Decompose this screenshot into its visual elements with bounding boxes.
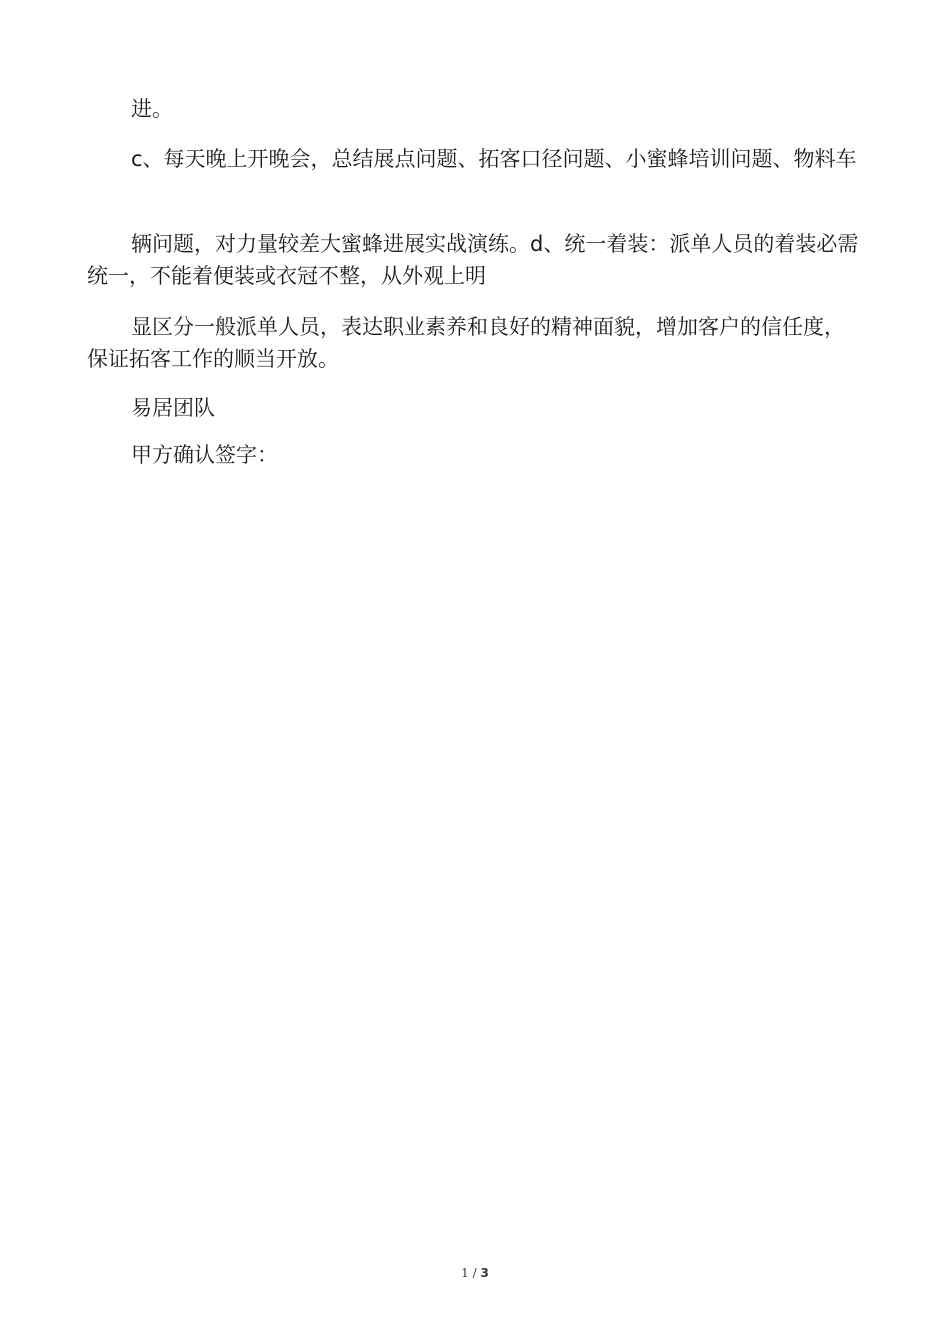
paragraph-continuation: 进。 — [131, 97, 173, 121]
paragraph-professional-image: 显区分一般派单人员，表达职业素养和良好的精神面貌，增加客户的信任度，保证拓客工作的顺当开放。 — [87, 315, 845, 371]
team-signature-line: 易居团队 — [131, 396, 215, 420]
page-current: 1 — [461, 1266, 469, 1280]
paragraph-evening-meeting: c、每天晚上开晚会，总结展点问题、拓客口径问题、小蜜蜂培训问题、物料车 — [131, 147, 857, 171]
party-a-signature-label: 甲方确认签字： — [131, 443, 278, 467]
page-number — [0, 1266, 950, 1280]
page-separator: / — [472, 1266, 477, 1280]
paragraph-uniform-dress: 辆问题，对力量较差大蜜蜂进展实战演练。d、统一着装：派单人员的着装必需统一，不能着便装或衣冠不整，从外观上明 — [87, 232, 859, 288]
page-total: 3 — [480, 1266, 489, 1280]
